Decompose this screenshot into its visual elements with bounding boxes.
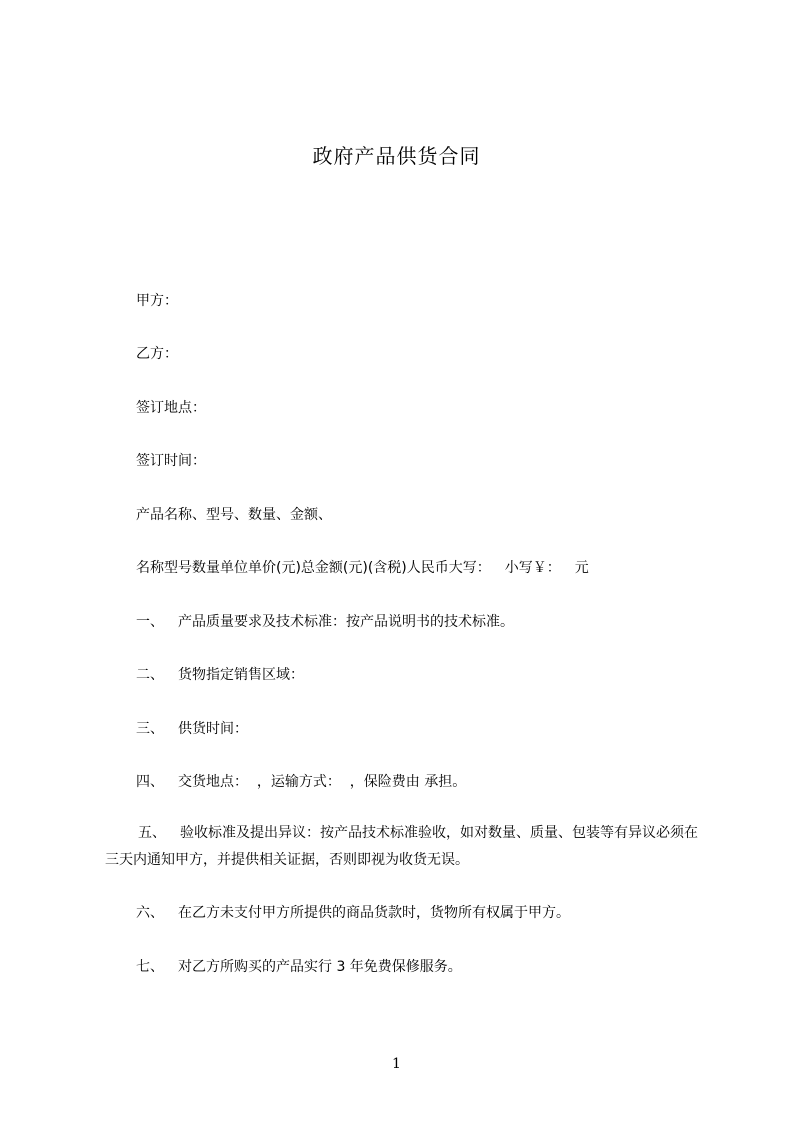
- clause-number: 三、: [136, 721, 164, 737]
- table-header-small-label: 小写￥：: [504, 560, 561, 576]
- clause-3: [136, 719, 248, 739]
- clause-number: 二、: [136, 667, 164, 683]
- sign-place-field: 签订地点：: [136, 400, 206, 416]
- clause-number: 一、: [136, 614, 164, 630]
- clause-text: 对乙方所购买的产品实行 3 年免费保修服务。: [178, 959, 462, 975]
- clause-text: 交货地点： ，运输方式： ，保险费由 承担。: [178, 774, 467, 790]
- clause-7: [136, 957, 462, 977]
- sign-time-field: 签订时间：: [136, 453, 206, 469]
- clause-2: [136, 665, 304, 685]
- table-header-unit: 元: [574, 560, 589, 576]
- clause-text: 货物指定销售区域：: [178, 667, 304, 683]
- document-title: 政府产品供货合同: [312, 144, 481, 168]
- clause-text: 验收标准及提出异议：按产品技术标准验收，如对数量、质量、包装等有异议必须在三天内通知甲方，并提供相关证据，否则即视为收货无误。: [105, 825, 698, 868]
- clause-number: 七、: [136, 959, 164, 975]
- clause-text: 供货时间：: [178, 721, 248, 737]
- table-header-columns: 名称型号数量单位单价(元)总金额(元)(含税)人民币大写：: [136, 560, 491, 576]
- table-header-line: [136, 558, 589, 578]
- page-number: 1: [392, 1056, 401, 1072]
- party-a-field: 甲方：: [136, 293, 178, 309]
- clause-number: 五、: [138, 825, 166, 841]
- clause-text: 在乙方未支付甲方所提供的商品货款时，货物所有权属于甲方。: [178, 905, 570, 921]
- party-b-field: 乙方：: [136, 346, 178, 362]
- product-line: 产品名称、型号、数量、金额、: [136, 507, 332, 523]
- clause-number: 四、: [136, 774, 164, 790]
- clause-text: 产品质量要求及技术标准：按产品说明书的技术标准。: [178, 614, 514, 630]
- clause-5: [105, 820, 705, 874]
- clause-number: 六、: [136, 905, 164, 921]
- clause-4: [136, 772, 466, 792]
- clause-6: [136, 903, 570, 923]
- clause-1: [136, 612, 514, 632]
